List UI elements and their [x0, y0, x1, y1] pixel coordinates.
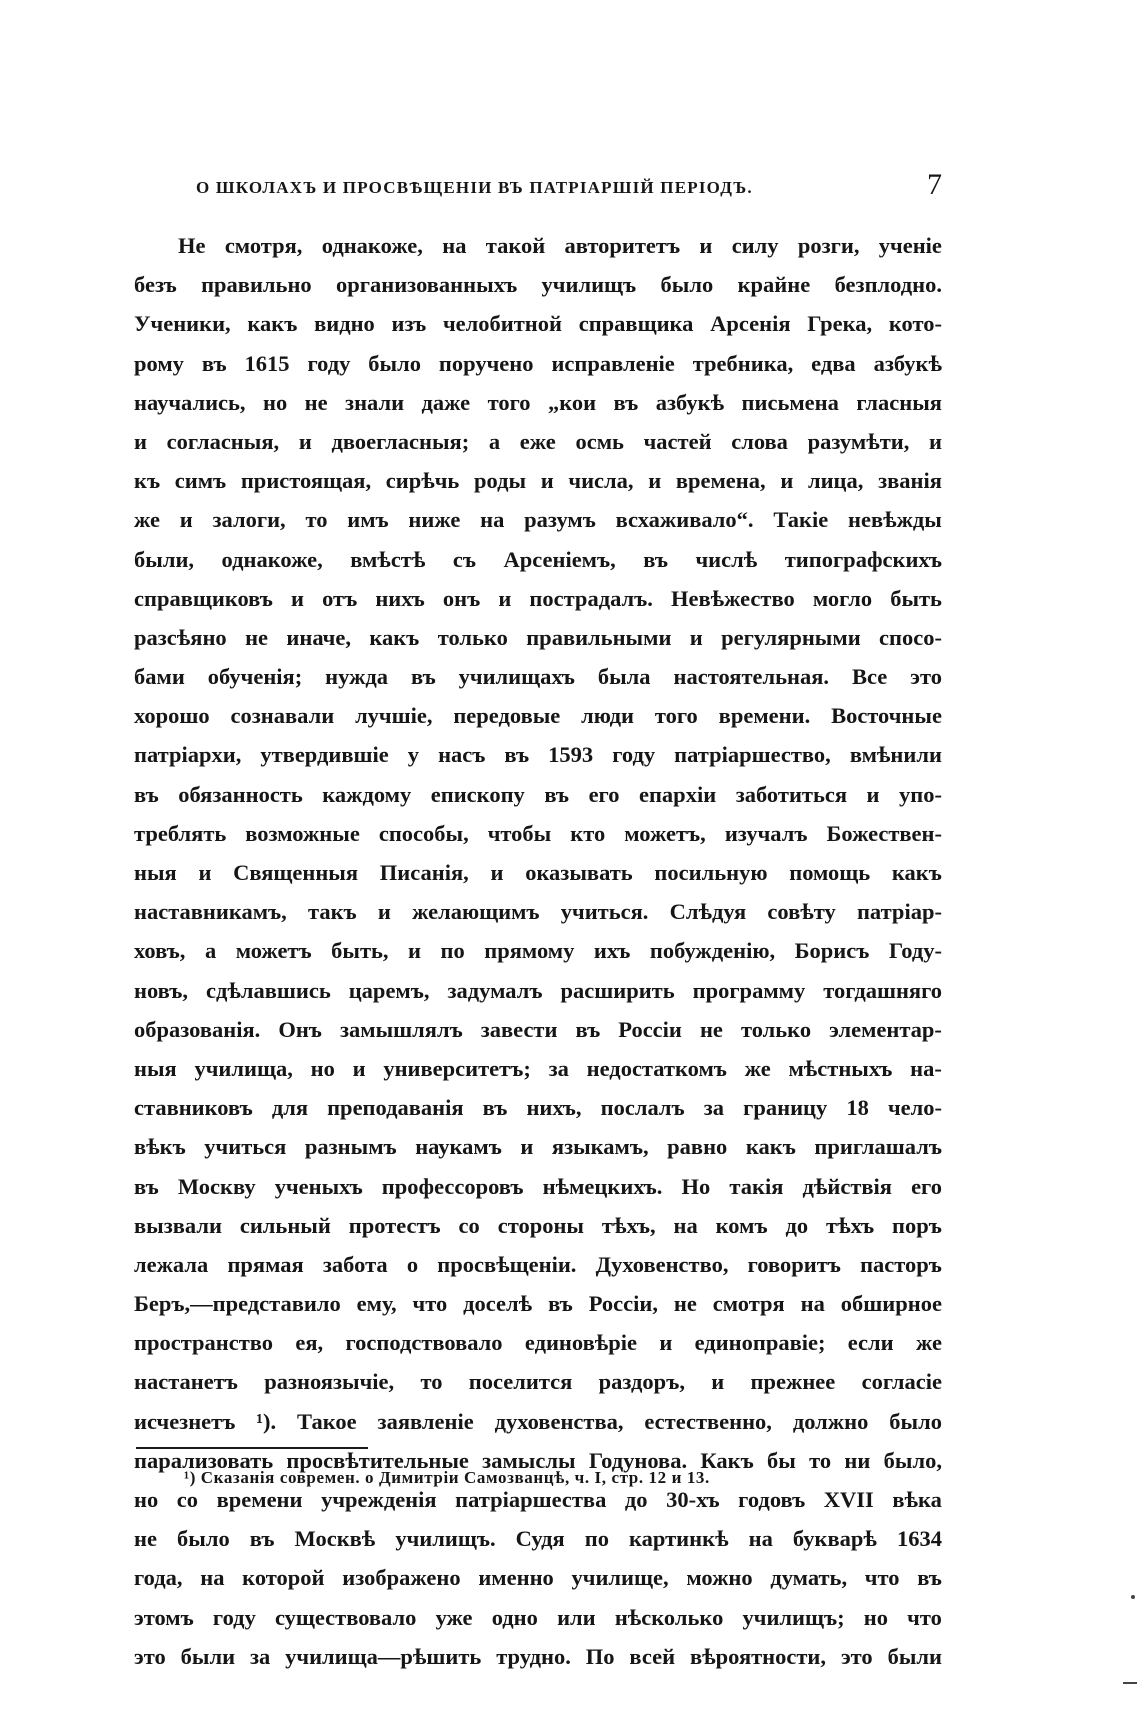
text-line: Беръ,—представило ему, что доселѣ въ Россіи, не смотря на обширное — [134, 1291, 942, 1317]
text-line: наставникамъ, такъ и желающимъ учиться. Слѣдуя совѣту патріар- — [134, 899, 942, 925]
text-line: научались, но не знали даже того „кои въ азбукѣ письмена гласныя — [134, 389, 942, 415]
scan-speck — [1131, 1595, 1135, 1599]
running-title: О ШКОЛАХЪ И ПРОСВѢЩЕНІИ ВЪ ПАТРІАРШІЙ ПЕРІОДЪ. — [196, 178, 753, 197]
text-line: бами обученія; нужда въ училищахъ была настоятельная. Все это — [134, 664, 942, 690]
text-line: года, на которой изображено именно училище, можно думать, что въ — [134, 1565, 942, 1591]
text-line: хорошо сознавали лучшіе, передовые люди того времени. Восточные — [134, 703, 942, 729]
text-line: разсѣяно не иначе, какъ только правильными и регулярными спосо- — [134, 624, 942, 650]
text-line: вызвали сильный протестъ со стороны тѣхъ, на комъ до тѣхъ поръ — [134, 1212, 942, 1238]
text-line: были, однакоже, вмѣстѣ съ Арсеніемъ, въ числѣ типографскихъ — [134, 546, 942, 572]
text-line: треблять возможные способы, чтобы кто можетъ, изучалъ Божествен- — [134, 820, 942, 846]
text-line: въ обязанность каждому епископу въ его епархіи заботиться и упо- — [134, 781, 942, 807]
text-line: и согласныя, и двоегласныя; а еже осмь частей слова разумѣти, и — [134, 428, 942, 454]
text-line: но со времени учрежденія патріаршества до 30-хъ годовъ XVII вѣка — [134, 1487, 942, 1512]
text-line: образованія. Онъ замышлялъ завести въ Россіи не только элементар- — [134, 1016, 942, 1042]
text-line: не было въ Москвѣ училищъ. Судя по картинкѣ на букварѣ 1634 — [134, 1526, 942, 1552]
body-text — [134, 226, 942, 1676]
text-line: къ симъ пристоящая, сирѣчь роды и числа, и времена, и лица, званія — [134, 468, 942, 494]
text-line: ныя и Священныя Писанія, и оказывать посильную помощь какъ — [134, 860, 942, 885]
text-line: пространство ея, господствовало единовѣріе и единоправіе; если же — [134, 1330, 942, 1356]
text-line: вѣкъ учиться разнымъ наукамъ и языкамъ, равно какъ приглашалъ — [134, 1134, 942, 1160]
text-line: Ученики, какъ видно изъ челобитной справщика Арсенія Грека, кото- — [134, 311, 942, 337]
text-line: лежала прямая забота о просвѣщеніи. Духовенство, говоритъ пасторъ — [134, 1251, 942, 1277]
scan-speck — [1123, 1682, 1137, 1684]
text-line: исчезнетъ ¹). Такое заявленіе духовенства, естественно, должно было — [134, 1408, 942, 1434]
text-line: настанетъ разноязычіе, то поселится раздоръ, и прежнее согласіе — [134, 1369, 942, 1395]
text-line: ставниковъ для преподаванія въ нихъ, послалъ за границу 18 чело- — [134, 1095, 942, 1121]
text-line: рому въ 1615 году было поручено исправленіе требника, едва азбукѣ — [134, 350, 942, 376]
text-line: это были за училища—рѣшить трудно. По всей вѣроятности, это были — [134, 1643, 942, 1669]
text-line: патріархи, утвердившіе у насъ въ 1593 году патріаршество, вмѣнили — [134, 742, 942, 768]
text-line: безъ правильно организованныхъ училищъ было крайне безплодно. — [134, 272, 942, 298]
text-line: ныя училища, но и университетъ; за недостаткомъ же мѣстныхъ на- — [134, 1055, 942, 1081]
footnote: ¹) Сказанія современ. о Димитріи Самозванцѣ, ч. I, стр. 12 и 13. — [184, 1468, 710, 1487]
text-line: въ Москву ученыхъ профессоровъ нѣмецкихъ. Но такія дѣйствія его — [134, 1173, 942, 1199]
text-line: справщиковъ и отъ нихъ онъ и пострадалъ. Невѣжество могло быть — [134, 585, 942, 611]
text-line: же и залоги, то имъ ниже на разумъ всхаживало“. Такіе невѣжды — [134, 507, 942, 533]
text-line: ховъ, а можетъ быть, и по прямому ихъ побужденію, Борисъ Году- — [134, 938, 942, 964]
text-line: парализовать просвѣтительные замыслы Годунова. Какъ бы то ни было, — [134, 1447, 942, 1473]
text-line: этомъ году существовало уже одно или нѣсколько училищъ; но что — [134, 1604, 942, 1630]
text-line: Не смотря, однакоже, на такой авторитетъ и силу розги, ученіе — [178, 233, 942, 258]
text-line: новъ, сдѣлавшись царемъ, задумалъ расширить программу тогдашняго — [134, 977, 942, 1003]
page-number: 7 — [927, 168, 942, 201]
running-head — [196, 168, 942, 206]
footnote-rule — [136, 1447, 368, 1449]
